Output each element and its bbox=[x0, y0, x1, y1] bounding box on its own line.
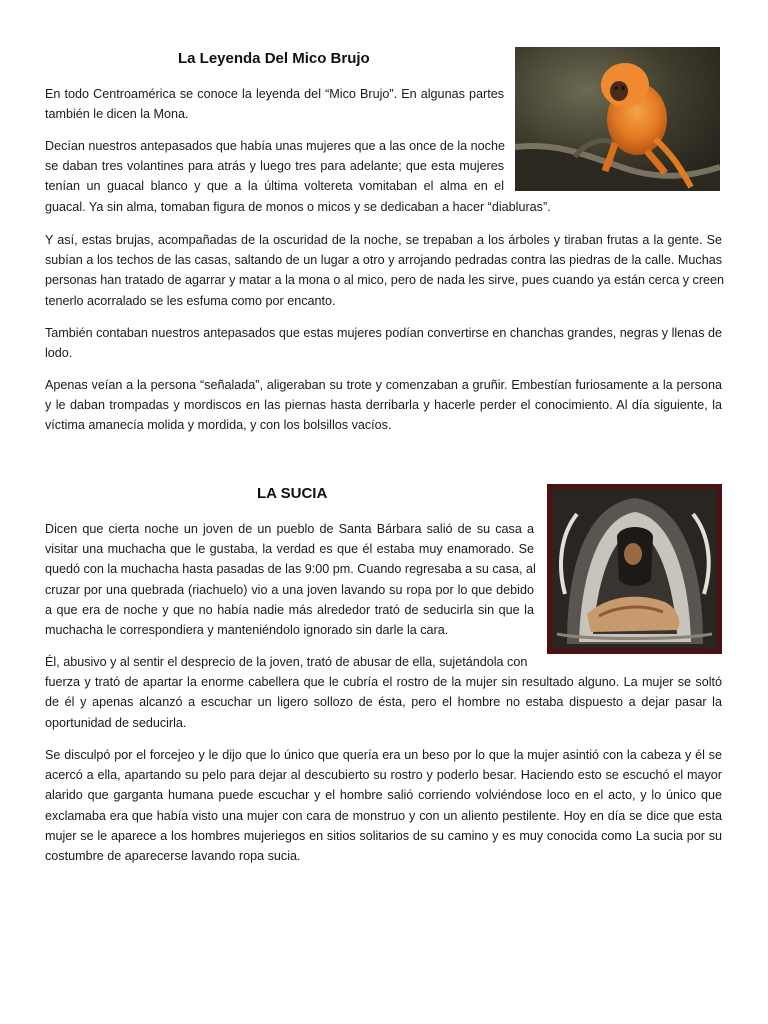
text-line: alarido que garganta humana puede escuchar y el hombre salió corriendo volviéndose loco en el acto, y lo único que bbox=[45, 788, 722, 803]
text-line: víctima amanecía molida y mordida, y con los bolsillos vacíos. bbox=[45, 418, 392, 433]
text-line: tenerlo acorralado se les esfuma como por encanto. bbox=[45, 293, 336, 308]
text-line: quedó con la muchacha hasta pasadas de las 9:00 pm. Cuando regresaba a su casa, al bbox=[45, 562, 536, 577]
la-sucia-painting-icon bbox=[547, 484, 722, 654]
text-line: exclamaba era que había visto una mujer con cara de monstruo y con un aliento pestilente. Hoy en día se dice que esta bbox=[45, 808, 722, 823]
text-line: tenían un guacal blanco y que a la última voltereta vomitaban el alma en el bbox=[45, 179, 504, 194]
text-line: acercó a ella, apartando su pelo para dejar al descubierto su rostro y poderlo besar. Haciendo esto se escuchó el mayor bbox=[45, 768, 722, 783]
text-line: Decían nuestros antepasados que había unas mujeres que a las once de la noche bbox=[45, 139, 505, 153]
text-line: Y así, estas brujas, acompañadas de la oscuridad de la noche, se trepaban a los árboles y tiraban frutas a la gente. Se bbox=[45, 233, 722, 247]
paragraph-mico-chanchas bbox=[45, 323, 722, 363]
text-line: fuerza y trató de apartar la enorme cabellera que le cubría el rostro de la mujer sin resultado alguno. La mujer se soltó bbox=[45, 675, 722, 690]
text-line: En todo Centroamérica se conoce la leyenda del “Mico Brujo”. En algunas partes bbox=[45, 87, 504, 101]
text-line: cruzar por una quebrada (riachuelo) vio a una joven lavando su ropa por lo que debido bbox=[45, 582, 534, 597]
text-line: visitar una muchacha que le gustaba, la verdad es que él estaba muy enamorado. Se bbox=[45, 542, 534, 557]
text-line: oportunidad de seducirla. bbox=[45, 715, 187, 730]
section-title-mico-brujo: La Leyenda Del Mico Brujo bbox=[178, 50, 370, 67]
paragraph-sucia-abusivo bbox=[45, 652, 722, 733]
paragraph-sucia-noche bbox=[45, 519, 534, 640]
text-line: También contaban nuestros antepasados que estas mujeres podían convertirse en chanchas grandes, negras y llenas de bbox=[45, 326, 722, 340]
text-line: Dicen que cierta noche un joven de un pueblo de Santa Bárbara salió de su casa a bbox=[45, 522, 534, 536]
text-line: Apenas veían a la persona “señalada”, aligeraban su trote y comenzaban a gruñir. Embestían furiosamente a la persona bbox=[45, 378, 722, 392]
text-line: lodo. bbox=[45, 346, 73, 361]
text-line: de él y apenas alcanzó a escuchar un ligero sollozo de ésta, pero el hombre no estaba dispuesto a dejar pasar la bbox=[45, 695, 722, 710]
text-line: costumbre de aparecerse lavando ropa sucia. bbox=[45, 848, 301, 863]
paragraph-sucia-beso bbox=[45, 745, 722, 866]
text-line: personas han tratado de agarrar y matar a la mona o al mico, pero de nada les sirve, pues cuando ya están cerca y creen bbox=[45, 273, 725, 288]
text-line: se daban tres volantines para atrás y luego tres para adelante; que esta mujeres bbox=[45, 159, 504, 174]
text-line: también le dicen la Mona. bbox=[45, 107, 189, 122]
text-line: Él, abusivo y al sentir el desprecio de la joven, trató de abusar de ella, sujetándola con bbox=[45, 655, 528, 669]
paragraph-mico-brujas bbox=[45, 230, 725, 311]
paragraph-mico-senalada bbox=[45, 375, 722, 436]
text-line: guacal. Ya sin alma, tomaban figura de monos o micos y se dedicaban a hacer “diabluras”. bbox=[45, 199, 551, 214]
paragraph-mico-antepasados bbox=[45, 136, 551, 217]
text-line: y le daban trompadas y mordiscos en las piernas hasta derribarla y hacerle perder el conocimiento. Al día siguiente, la bbox=[45, 398, 722, 413]
text-line: subían a los techos de las casas, saltando de un lugar a otro y arrojando pedradas contra las piedras de la calle. Muchas bbox=[45, 253, 722, 268]
text-line: Se disculpó por el forcejeo y le dijo que lo único que quería era un beso por lo que la mujer asintió con la cabeza y él se bbox=[45, 748, 722, 762]
paragraph-mico-intro bbox=[45, 84, 504, 124]
text-line: muchacha le correspondiera y manteniéndolo ignorado sin darle la cara. bbox=[45, 622, 449, 637]
text-line: mujer se le aparece a los hombres mujeriegos en sitios solitarios de su camino y es muy conocida como La sucia por su bbox=[45, 828, 722, 843]
section-title-la-sucia: LA SUCIA bbox=[257, 485, 328, 502]
text-line: a que era de noche y que no había nadie más alrededor trató de seducirla sin que la bbox=[45, 602, 534, 617]
la-sucia-painting bbox=[547, 484, 722, 654]
